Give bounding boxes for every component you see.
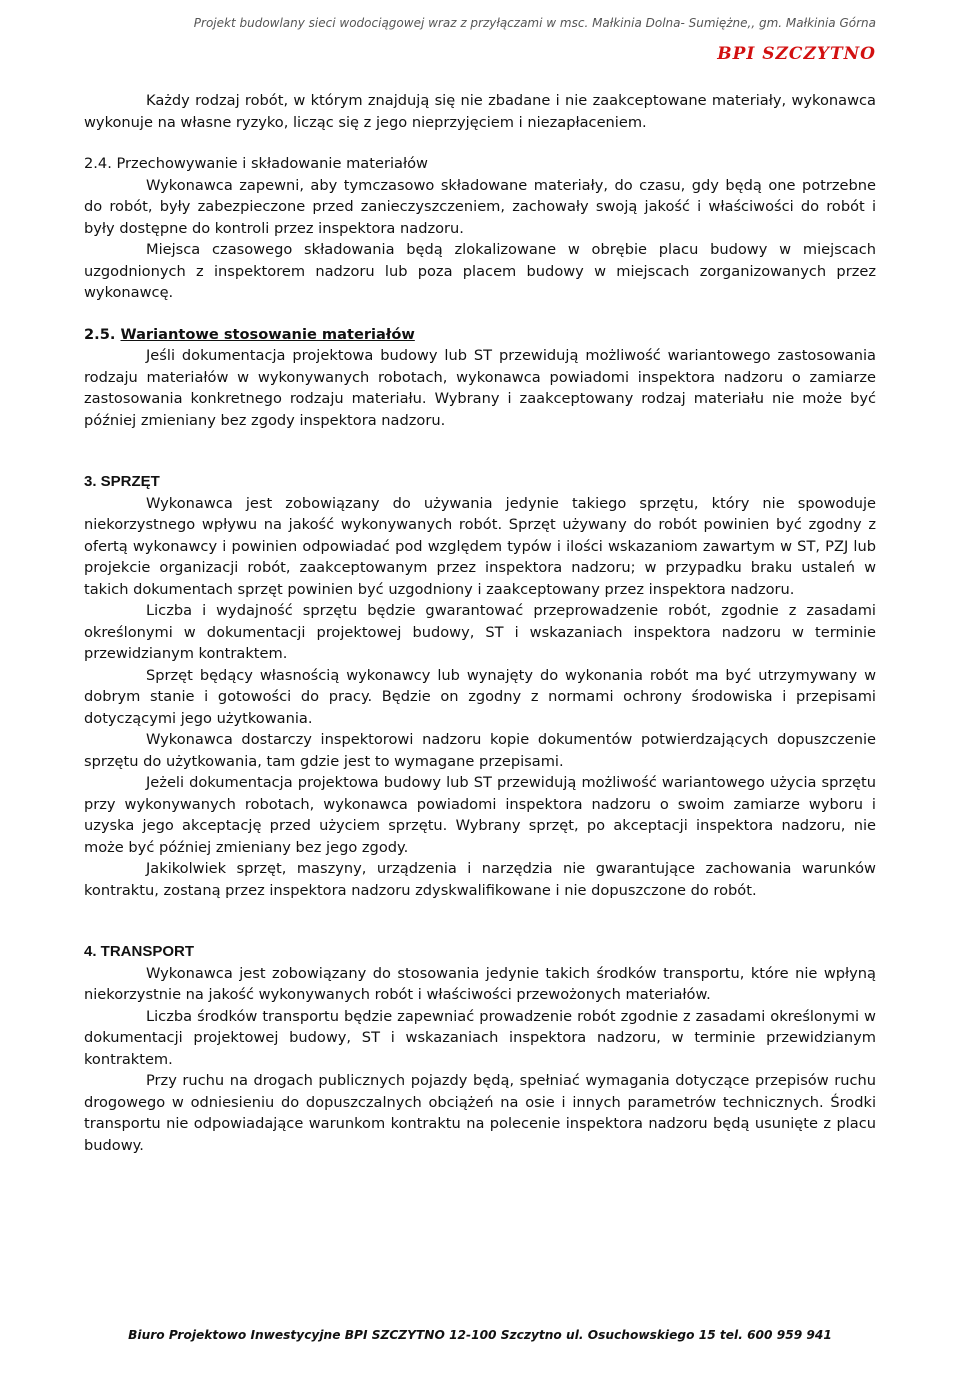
section-3-heading: 3. SPRZĘT [84, 473, 160, 490]
intro-paragraph: Każdy rodzaj robót, w którym znajdują się nie zbadane i nie zaakceptowane materiały, wykonawca wykonuje na własne ryzyko, licząc się z jego nieprzyjęciem i niezapłaceniem. [84, 92, 876, 131]
section-4-heading: 4. TRANSPORT [84, 943, 195, 960]
header-project-title: Projekt budowlany sieci wodociągowej wraz z przyłączami w msc. Małkinia Dolna- Sumiężne,, gm. Małkinia Górna [193, 16, 876, 30]
section-2-5-paragraph-1: Jeśli dokumentacja projektowa budowy lub ST przewidują możliwość wariantowego zastosowania rodzaju materiałów w wykonywanych robotach, wykonawca powiadomi inspektora nadzoru o zamiarze zastosowania konkretnego rodzaju materiału. Wybrany i zaakceptowany rodzaj materiału nie może być później zmieniany bez zgody inspektora nadzoru. [84, 347, 876, 429]
section-3-paragraph-4: Wykonawca dostarczy inspektorowi nadzoru kopie dokumentów potwierdzających dopuszczenie sprzętu do użytkowania, tam gdzie jest to wymagane przepisami. [84, 731, 876, 770]
section-4-paragraph-3: Przy ruchu na drogach publicznych pojazdy będą, spełniać wymagania dotyczące przepisów ruchu drogowego w odniesieniu do dopuszczalnych obciążeń na osie i innych parametrów technicznych. Środki transportu nie odpowiadające warunkom kontraktu na polecenie inspektora nadzoru będą usunięte z placu budowy. [84, 1072, 876, 1154]
section-2-4-number: 2.4. [84, 155, 112, 172]
header-company-logo: BPI SZCZYTNO [717, 44, 876, 64]
section-2-4-heading [84, 153, 876, 175]
section-2-5-title: Wariantowe stosowanie materiałów [120, 325, 415, 343]
section-3-paragraph-1: Wykonawca jest zobowiązany do używania jedynie takiego sprzętu, który nie spowoduje niekorzystnego wpływu na jakość wykonywanych robót. Sprzęt używany do robót powinien być zgodny z ofertą wykonawcy i powinien odpowiadać pod względem typów i ilości wskazaniom zawartym w ST, PZJ lub projekcie organizacji robót, zaakceptowanym przez inspektora nadzoru; w przypadku braku ustaleń w takich dokumentach sprzęt powinien być uzgodniony i zaakceptowany przez inspektora nadzoru. [84, 494, 876, 598]
page-footer: Biuro Projektowo Inwestycyjne BPI SZCZYTNO 12-100 Szczytno ul. Osuchowskiego 15 tel. 600 959 941 [128, 1328, 832, 1342]
section-3-paragraph-3: Sprzęt będący własnością wykonawcy lub wynajęty do wykonania robót ma być utrzymywany w dobrym stanie i gotowości do pracy. Będzie on zgodny z normami ochrony środowiska i przepisami dotyczącymi jego użytkowania. [84, 666, 876, 727]
section-3-paragraph-5: Jeżeli dokumentacja projektowa budowy lub ST przewidują możliwość wariantowego użycia sprzętu przy wykonywanych robotach, wykonawca powiadomi inspektora nadzoru o swoim zamiarze wyboru i uzyska jego akceptację przed użyciem sprzętu. Wybrany sprzęt, po akceptacji inspektora nadzoru, nie może być później zmieniany bez jego zgody. [84, 774, 876, 856]
section-3-paragraph-6: Jakikolwiek sprzęt, maszyny, urządzenia i narzędzia nie gwarantujące zachowania warunków kontraktu, zostaną przez inspektora nadzoru zdyskwalifikowane i nie dopuszczone do robót. [84, 860, 876, 899]
section-2-5-heading [84, 324, 876, 346]
section-4-paragraph-2: Liczba środków transportu będzie zapewniać prowadzenie robót zgodnie z zasadami określonymi w dokumentacji projektowej budowy, ST i wskazaniach inspektora nadzoru, w terminie przewidzianym kontraktem. [84, 1007, 876, 1068]
section-2-4-paragraph-2: Miejsca czasowego składowania będą zlokalizowane w obrębie placu budowy w miejscach uzgodnionych z inspektorem nadzoru lub poza placem budowy w miejscach zorganizowanych przez wykonawcę. [84, 241, 876, 301]
section-2-4-title: Przechowywanie i składowanie materiałów [116, 155, 428, 172]
section-3-paragraph-2: Liczba i wydajność sprzętu będzie gwarantować przeprowadzenie robót, zgodnie z zasadami określonymi w dokumentacji projektowej budowy, ST i wskazaniach inspektora nadzoru w terminie przewidzianym kontraktem. [84, 602, 876, 662]
section-4-paragraph-1: Wykonawca jest zobowiązany do stosowania jedynie takich środków transportu, które nie wpłyną niekorzystnie na jakość wykonywanych robót i właściwości przewożonych materiałów. [84, 964, 876, 1003]
document-body [84, 90, 876, 1156]
section-2-4-paragraph-1: Wykonawca zapewni, aby tymczasowo składowane materiały, do czasu, gdy będą one potrzebne do robót, były zabezpieczone przed zanieczyszczeniem, zachowały swoją jakość i właściwości do robót i były dostępne do kontroli przez inspektora nadzoru. [84, 176, 876, 237]
section-2-5-number: 2.5. [84, 325, 116, 343]
